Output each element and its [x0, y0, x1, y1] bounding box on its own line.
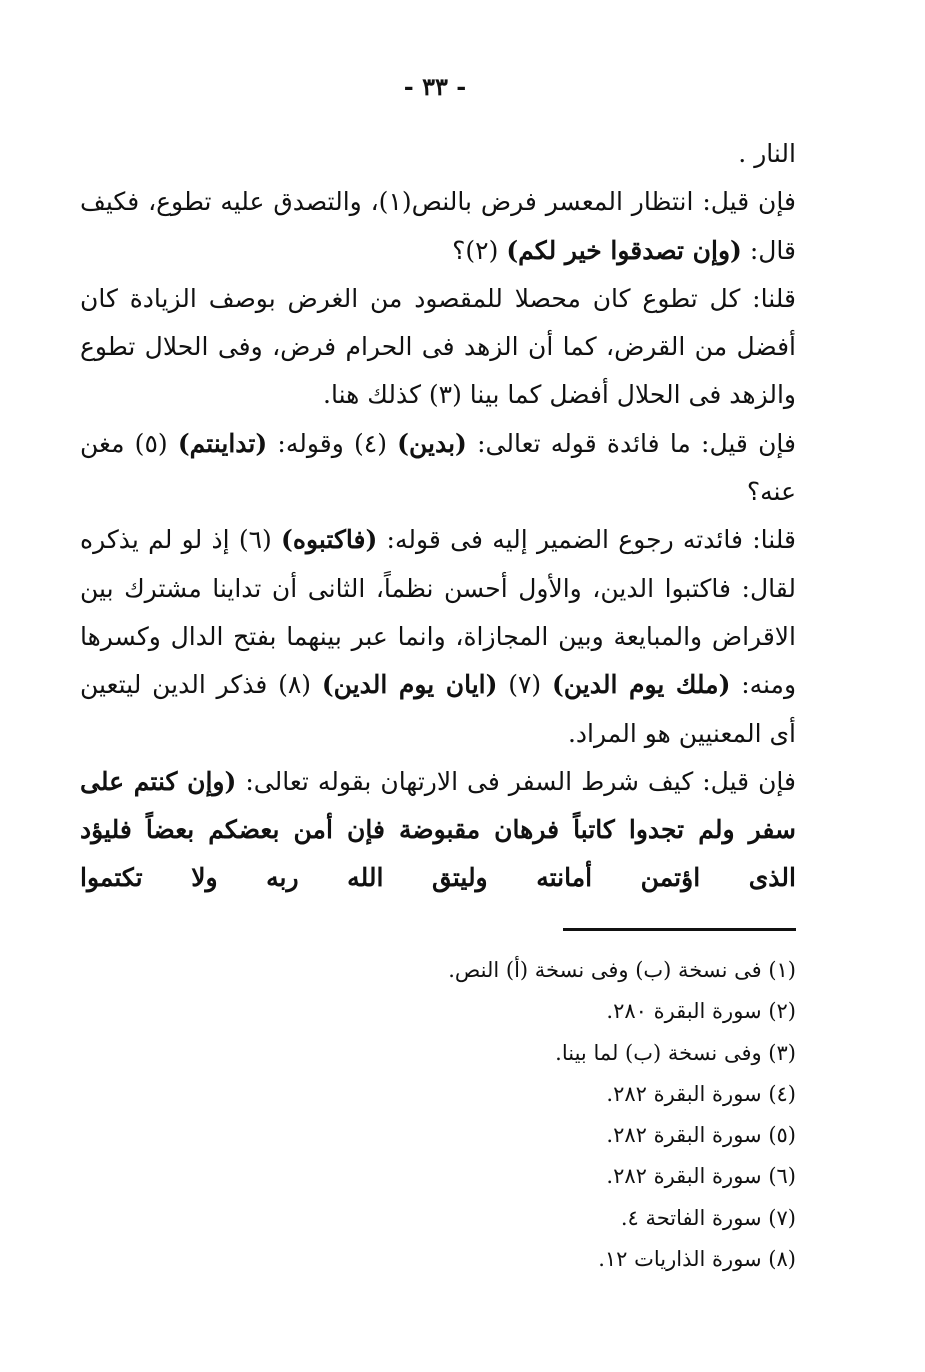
- quran-quote: (بدين): [397, 428, 467, 458]
- paragraph-2: [80, 178, 796, 275]
- paragraph-1: [80, 130, 796, 178]
- footnote: (٨) سورة الذاريات ١٢.: [598, 1247, 796, 1272]
- footnote-separator: [563, 928, 796, 931]
- paragraph-6: [80, 758, 796, 903]
- footnote: (٢) سورة البقرة ٢٨٠.: [606, 999, 796, 1024]
- text-run: فإن قيل: انتظار المعسر فرض بالنص(١)، والتصدق عليه تطوع، فكيف قال:: [80, 187, 796, 265]
- main-text: [80, 130, 796, 903]
- quran-quote: (فاكتبوه): [281, 525, 378, 555]
- quran-quote: (وإن كنتم على سفر ولم تجدوا كاتباً فرهان مقبوضة فإن أمن بعضكم بعضاً فليؤد الذى اؤتمن أمانته وليتق الله ربه ولا تكتموا: [80, 766, 796, 893]
- text-run: (٧): [497, 670, 552, 700]
- footnote: (٥) سورة البقرة ٢٨٢.: [606, 1123, 796, 1148]
- text-run: قلنا: كل تطوع كان محصلا للمقصود من الغرض بوصف الزيادة كان أفضل من القرض، كما أن الزهد فى الحرام فرض، وفى الحلال تطوع والزهد فى الحلال أفضل كما بينا (٣) كذلك هنا.: [80, 283, 796, 410]
- text-run: قلنا: فائدته رجوع الضمير إليه فى قوله:: [377, 525, 796, 555]
- paragraph-4: [80, 420, 796, 517]
- text-run: (٨) فذكر الدين ليتعين أى المعنيين هو المراد.: [80, 670, 796, 748]
- page-number: - ٣٣ -: [403, 72, 467, 101]
- footnote: (٦) سورة البقرة ٢٨٢.: [606, 1164, 796, 1189]
- text-run: (٥) مغن عنه؟: [80, 428, 796, 507]
- footnote: (٣) وفى نسخة (ب) لما بينا.: [555, 1040, 796, 1065]
- quran-quote: (تداينتم): [177, 428, 268, 458]
- paragraph-3: [80, 275, 796, 420]
- footnote: (١) فى نسخة (ب) وفى نسخة (أ) النص.: [448, 958, 796, 982]
- quran-quote: (ملك يوم الدين): [551, 670, 731, 700]
- footnotes: [120, 950, 796, 1280]
- footnote: (٧) سورة الفاتحة ٤.: [620, 1205, 796, 1230]
- text-run: (٢)؟: [452, 235, 507, 265]
- text-run: النار .: [738, 139, 796, 168]
- footnote: (٤) سورة البقرة ٢٨٢.: [606, 1081, 796, 1106]
- paragraph-5: [80, 516, 796, 757]
- text-run: فإن قيل: كيف شرط السفر فى الارتهان بقوله تعالى:: [236, 766, 796, 796]
- text-run: (٤) وقوله:: [267, 428, 398, 458]
- text-run: (٦) إذ لو لم يذكره لقال: فاكتبوا الدين، والأول أحسن نظماً، الثانى أن تداينا مشترك بين الاقراض والمبايعة وبين المجازاة، وانما عبر بينهما بفتح الدال وكسرها ومنه:: [80, 525, 797, 700]
- text-run: فإن قيل: ما فائدة قوله تعالى:: [466, 428, 796, 458]
- quran-quote: (وإن تصدقوا خير لكم): [506, 235, 742, 265]
- quran-quote: (ايان يوم الدين): [321, 670, 498, 700]
